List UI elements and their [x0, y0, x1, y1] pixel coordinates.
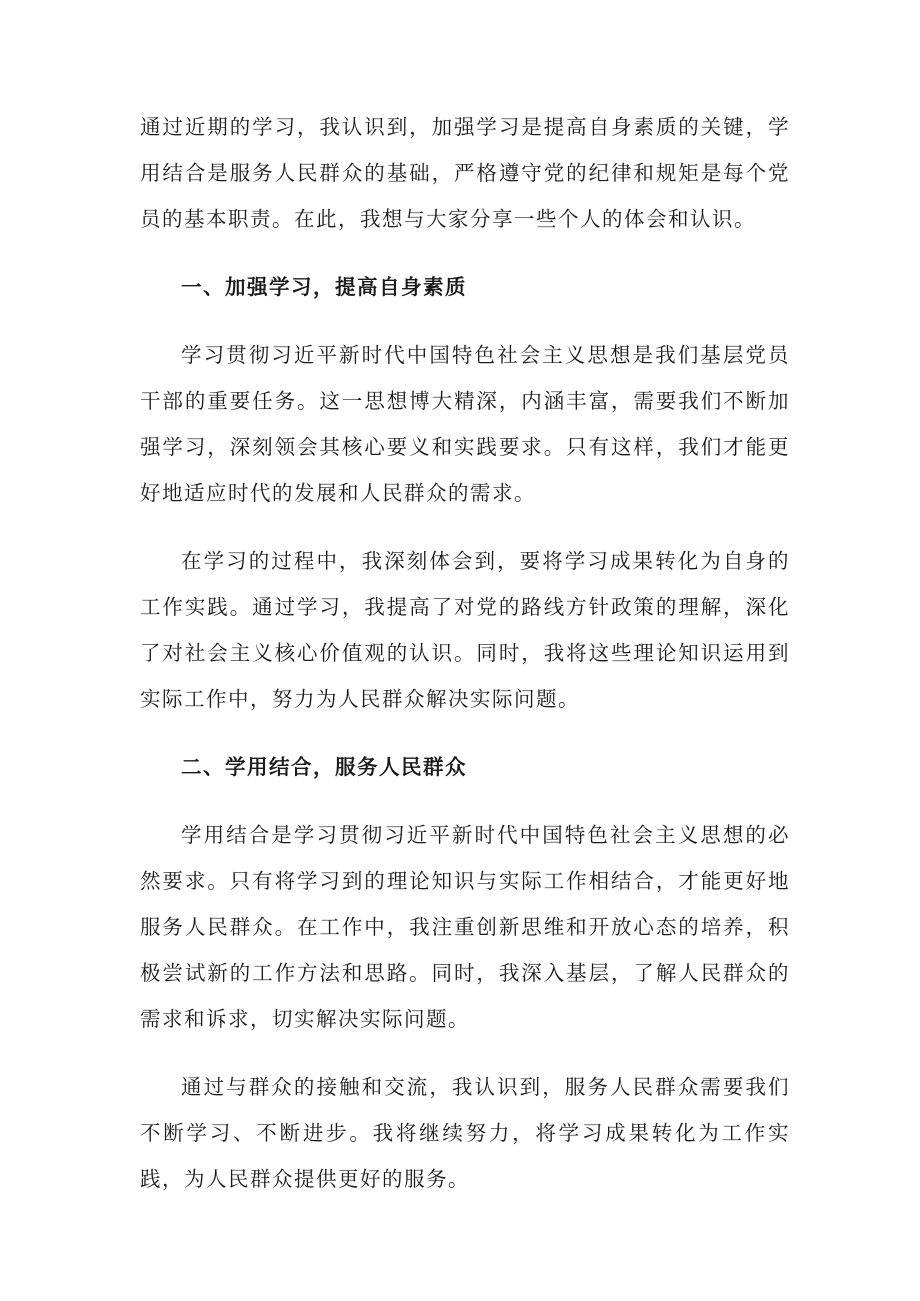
section-1-paragraph-2: 在学习的过程中，我深刻体会到，要将学习成果转化为自身的工作实践。通过学习，我提高了对党的路线方针政策的理解，深化了对社会主义核心价值观的认识。同时，我将这些理论知识运用到实际工作中，努力为人民群众解决实际问题。	[140, 549, 790, 711]
section-1-heading: 一、加强学习，提高自身素质	[181, 275, 467, 299]
section-2-paragraph-2: 通过与群众的接触和交流，我认识到，服务人民群众需要我们不断学习、不断进步。我将继续努力，将学习成果转化为工作实践，为人民群众提供更好的服务。	[140, 1075, 790, 1191]
section-1-paragraph-1: 学习贯彻习近平新时代中国特色社会主义思想是我们基层党员干部的重要任务。这一思想博大精深，内涵丰富，需要我们不断加强学习，深刻领会其核心要义和实践要求。只有这样，我们才能更好地适应时代的发展和人民群众的需求。	[140, 343, 790, 505]
intro-paragraph: 通过近期的学习，我认识到，加强学习是提高自身素质的关键，学用结合是服务人民群众的基础，严格遵守党的纪律和规矩是每个党员的基本职责。在此，我想与大家分享一些个人的体会和认识。	[140, 115, 790, 231]
section-2-heading: 二、学用结合，服务人民群众	[181, 755, 467, 779]
document-body	[140, 104, 790, 1202]
section-2-paragraph-1: 学用结合是学习贯彻习近平新时代中国特色社会主义思想的必然要求。只有将学习到的理论知识与实际工作相结合，才能更好地服务人民群众。在工作中，我注重创新思维和开放心态的培养，积极尝试新的工作方法和思路。同时，我深入基层，了解人民群众的需求和诉求，切实解决实际问题。	[140, 823, 790, 1031]
